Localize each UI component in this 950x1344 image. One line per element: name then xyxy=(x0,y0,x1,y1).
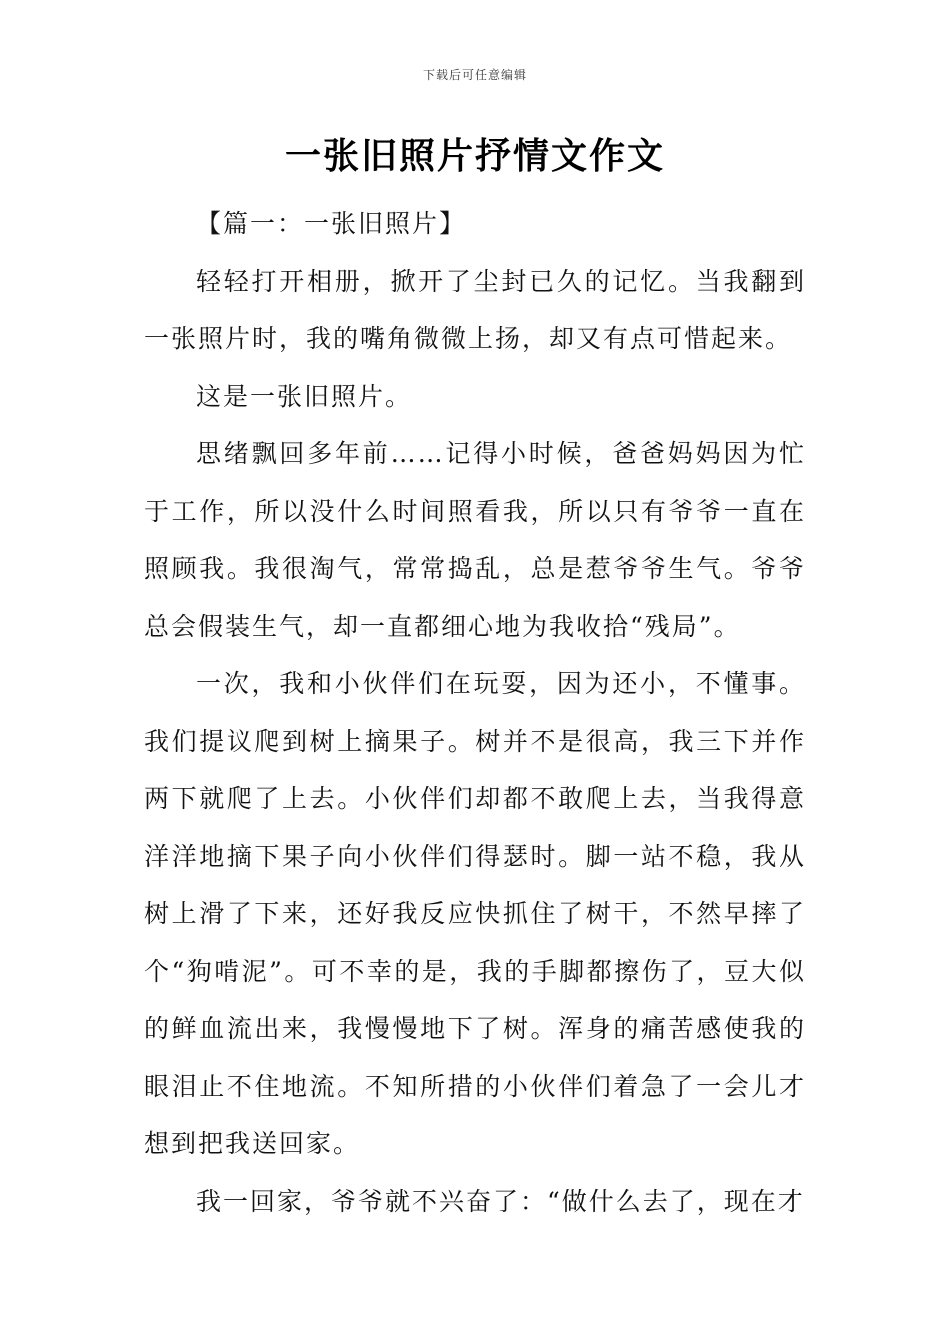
section-heading: 【篇一：一张旧照片】 xyxy=(196,209,467,238)
paragraph: 一次，我和小伙伴们在玩耍，因为还小，不懂事。我们提议爬到树上摘果子。树并不是很高，我三下并作两下就爬了上去。小伙伴们却都不敢爬上去，当我得意洋洋地摘下果子向小伙伴们得瑟时。脚一站不稳，我从树上滑了下来，还好我反应快抓住了树干，不然早摔了个“狗啃泥”。可不幸的是，我的手脚都擦伤了，豆大似的鲜血流出来，我慢慢地下了树。浑身的痛苦感使我的眼泪止不住地流。不知所措的小伙伴们着急了一会儿才想到把我送回家。 xyxy=(144,669,806,1158)
paragraph: 轻轻打开相册，掀开了尘封已久的记忆。当我翻到一张照片时，我的嘴角微微上扬，却又有点可惜起来。 xyxy=(144,266,806,353)
paragraph: 这是一张旧照片。 xyxy=(196,381,413,411)
paragraph: 我一回家，爷爷就不兴奋了：“做什么去了，现在才 xyxy=(196,1186,805,1216)
document-body xyxy=(144,195,806,1230)
document-title: 一张旧照片抒情文作文 xyxy=(284,136,665,177)
paragraph: 思绪飘回多年前……记得小时候，爸爸妈妈因为忙于工作，所以没什么时间照看我，所以只有爷爷一直在照顾我。我很淘气，常常捣乱，总是惹爷爷生气。爷爷总会假装生气，却一直都细心地为我收拾“残局”。 xyxy=(144,439,806,641)
header-note: 下载后可任意编辑 xyxy=(422,68,527,82)
